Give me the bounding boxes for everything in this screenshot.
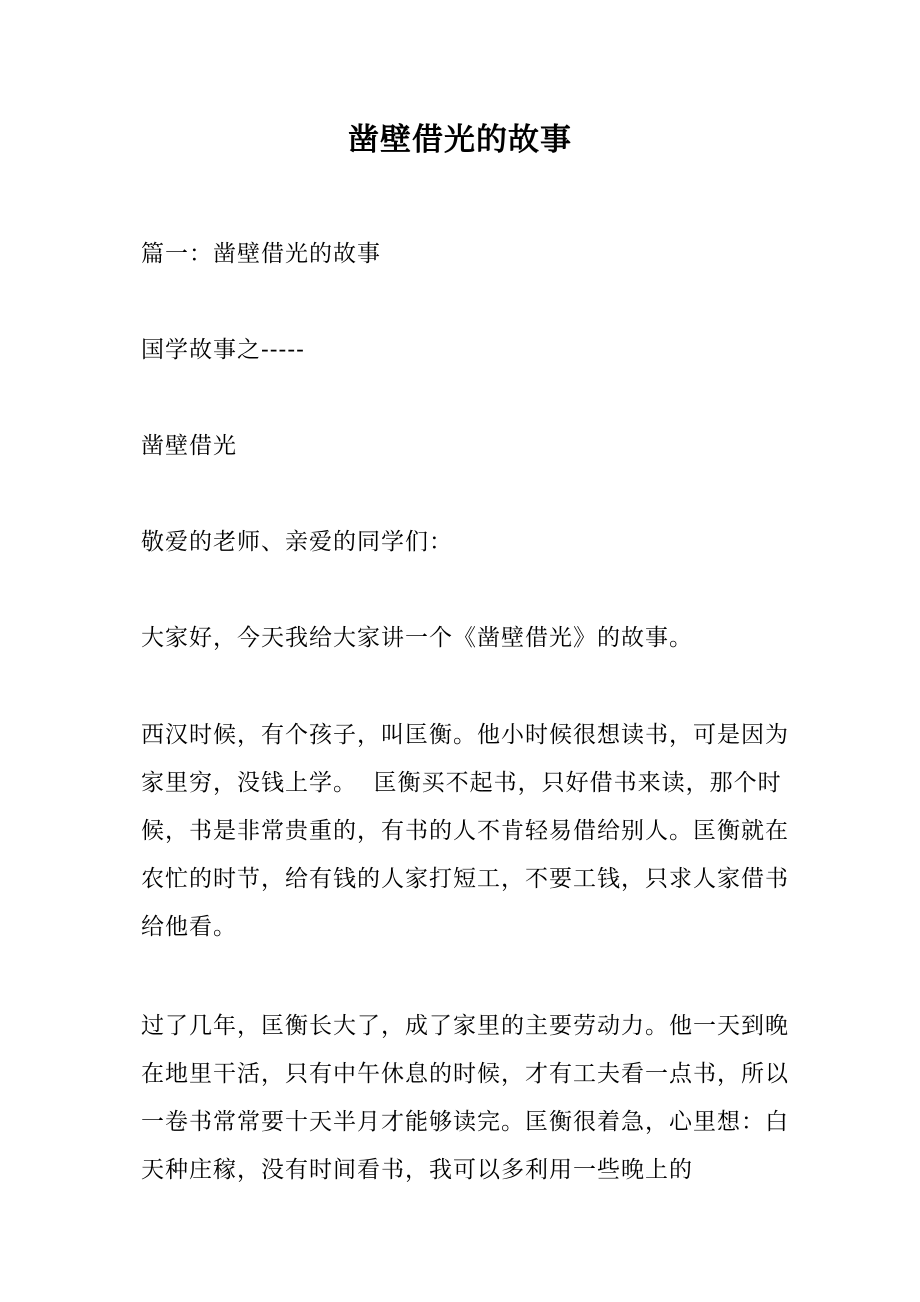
story-paragraph-2: 过了几年，匡衡长大了，成了家里的主要劳动力。他一天到晚在地里干活，只有中午休息的时候，才有工夫看一点书，所以一卷书常常要十天半月才能够读完。匡衡很着急，心里想：白天种庄稼，没有时间看书，我可以多利用一些晚上的 xyxy=(141,1013,789,1183)
section-heading: 篇一：凿壁借光的故事 xyxy=(141,241,381,267)
series-label: 国学故事之----- xyxy=(141,337,305,363)
intro-paragraph: 大家好，今天我给大家讲一个《凿壁借光》的故事。 xyxy=(141,625,693,651)
document-title: 凿壁借光的故事 xyxy=(348,122,572,158)
story-paragraph-1: 西汉时候，有个孩子，叫匡衡。他小时候很想读书，可是因为家里穷，没钱上学。 匡衡买不起书，只好借书来读，那个时候，书是非常贵重的，有书的人不肯轻易借给别人。匡衡就在农忙的时节，给有钱的人家打短工，不要工钱，只求人家借书给他看。 xyxy=(141,722,789,940)
story-subtitle: 凿壁借光 xyxy=(141,433,237,459)
greeting-paragraph: 敬爱的老师、亲爱的同学们： xyxy=(141,529,453,555)
